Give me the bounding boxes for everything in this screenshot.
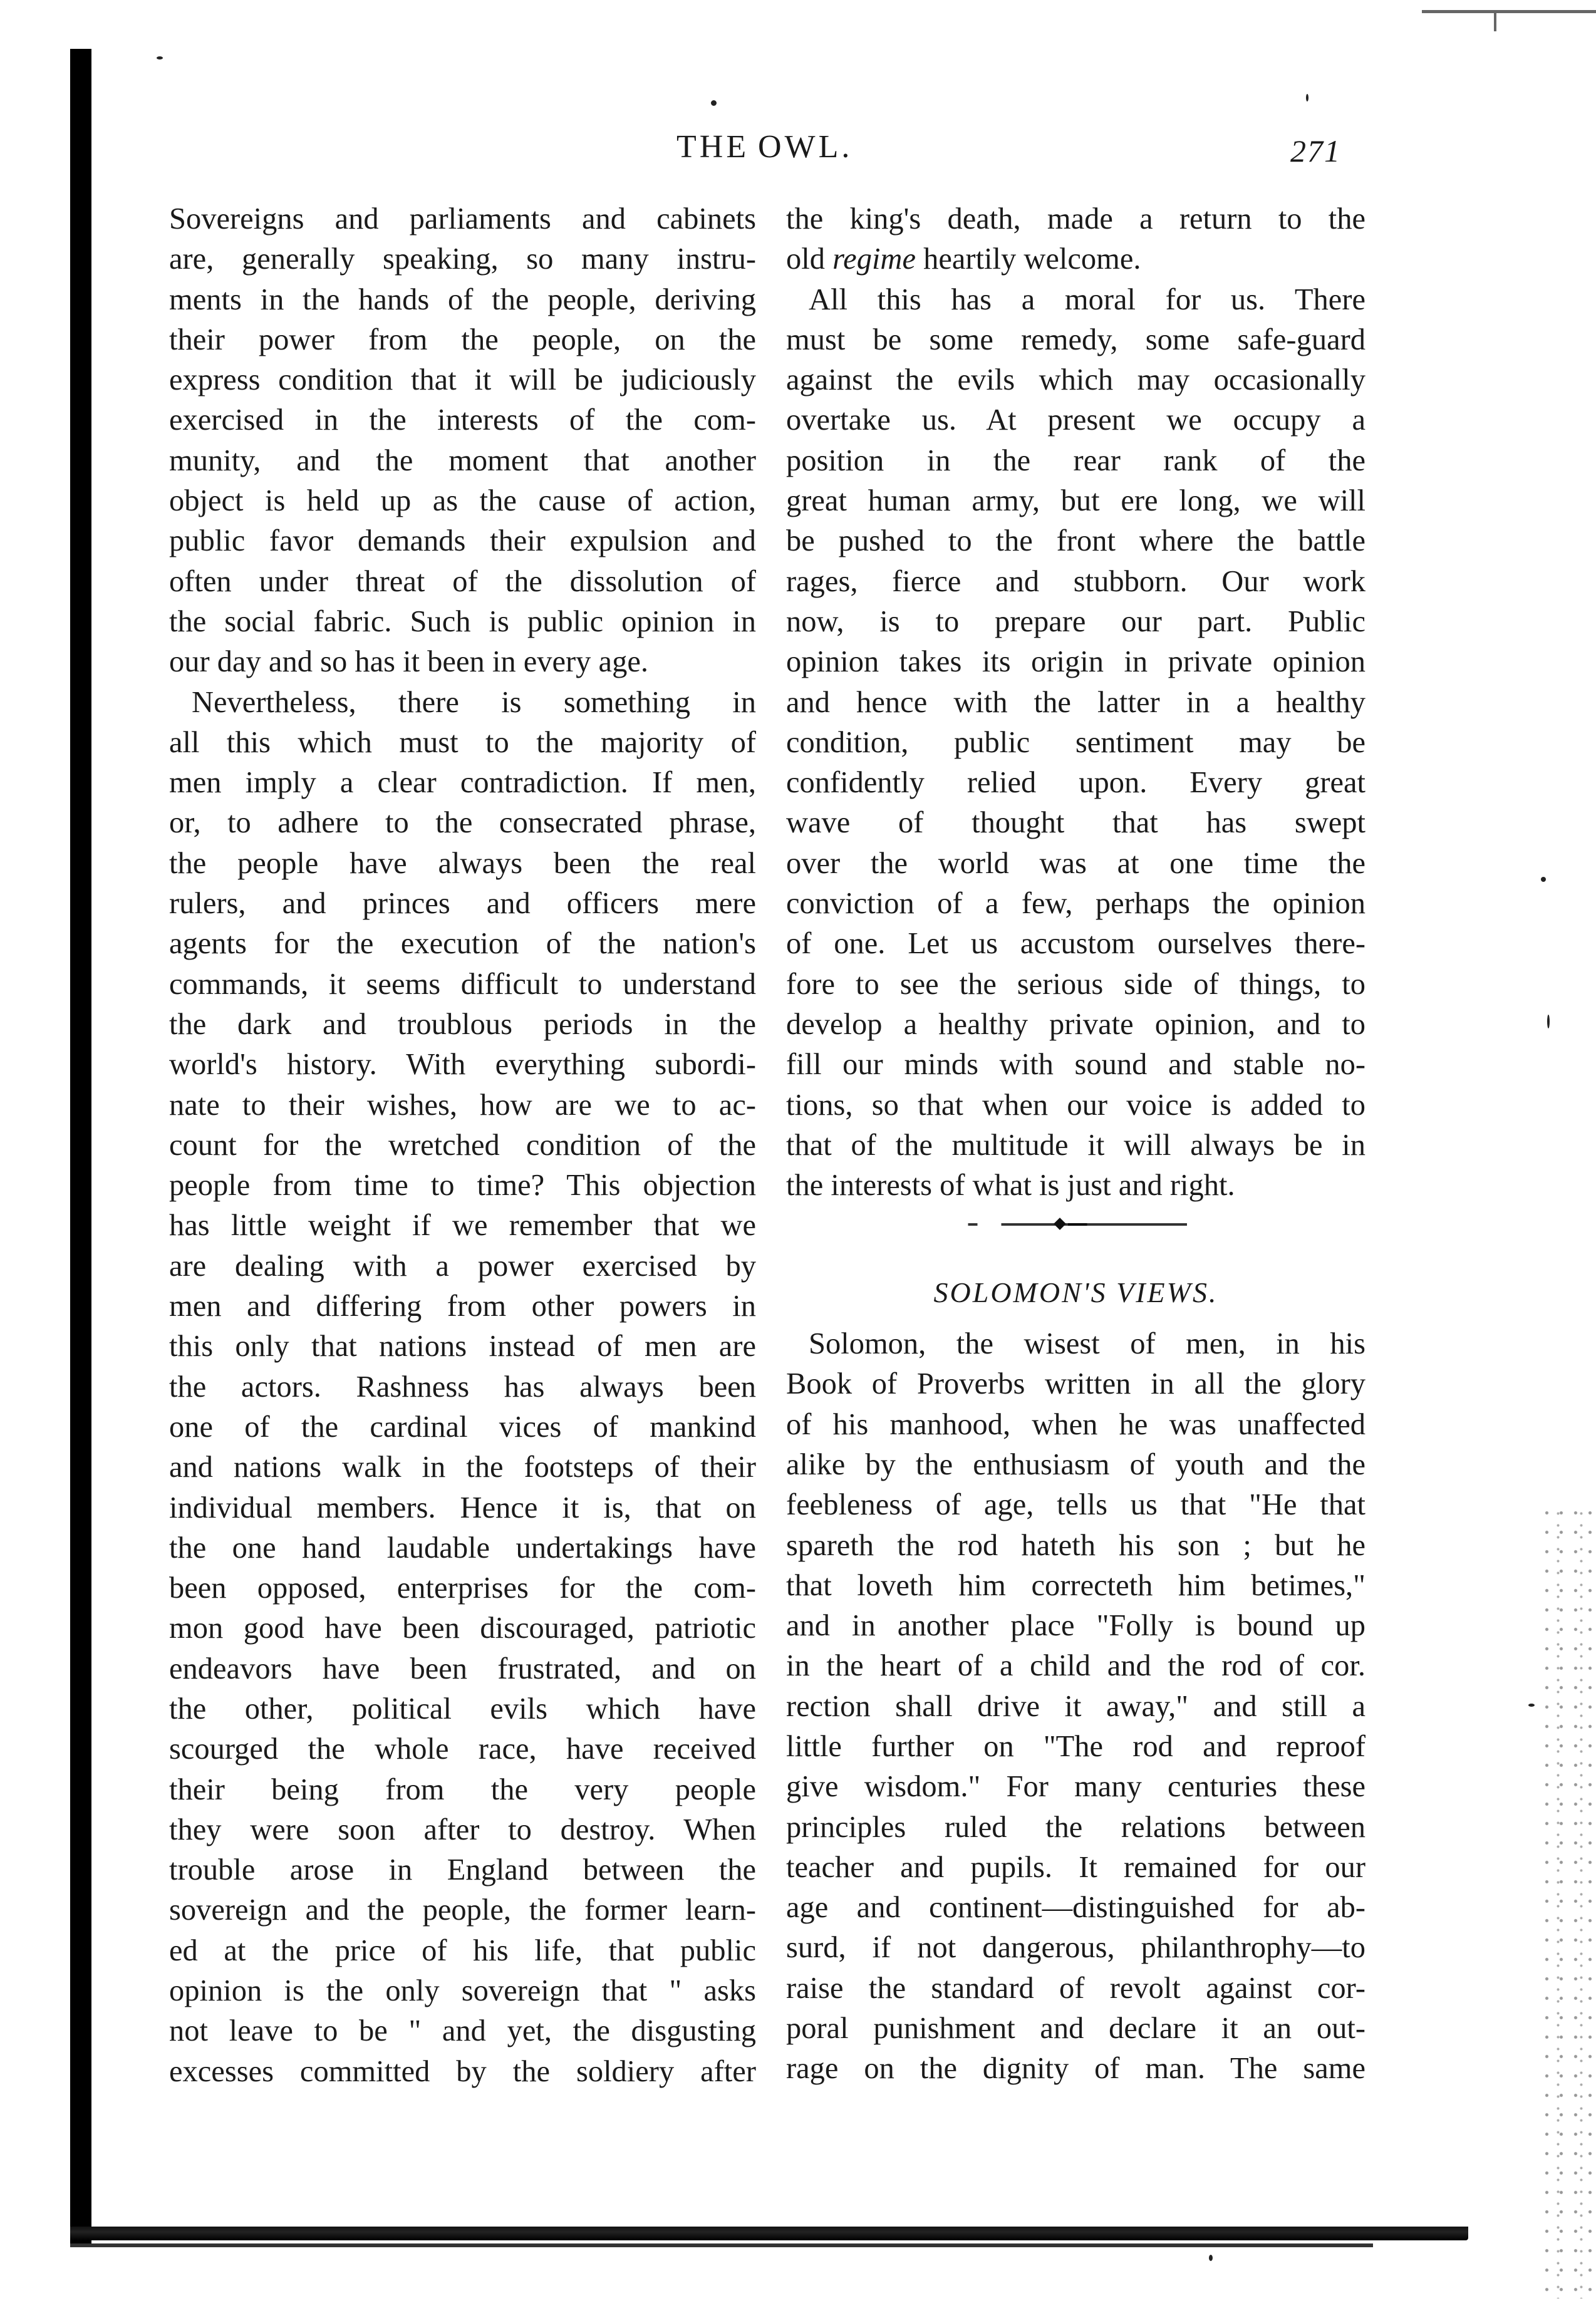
text-line: exercised in the interests of the com- (169, 403, 756, 437)
text-line: Nevertheless, there is something in (192, 685, 756, 719)
text-line: that of the multitude it will always be in (786, 1128, 1365, 1162)
text-line: excesses committed by the soldiery after (169, 2054, 756, 2088)
text-line: teacher and pupils. It remained for our (786, 1850, 1365, 1884)
text-line: condition, public sentiment may be (786, 725, 1365, 759)
text-line: age and continent—distinguished for ab- (786, 1891, 1365, 1925)
text-line: must be some remedy, some safe-guard (786, 323, 1365, 356)
text-line: in the heart of a child and the rod of cor. (786, 1649, 1365, 1683)
text-line: often under threat of the dissolution of (169, 564, 756, 598)
text-line: develop a healthy private opinion, and to (786, 1007, 1365, 1041)
text-line: alike by the enthusiasm of youth and the (786, 1447, 1365, 1481)
text-line: has little weight if we remember that we (169, 1209, 756, 1243)
text-line: the one hand laudable undertakings have (169, 1531, 756, 1565)
text-line: Book of Proverbs written in all the glory (786, 1367, 1365, 1401)
section-title: SOLOMON'S VIEWS. (933, 1276, 1218, 1308)
section-separator-ornament (786, 1206, 1365, 1246)
text-line: express condition that it will be judiciously (169, 363, 756, 397)
text-line: scourged the whole race, have received (169, 1732, 756, 1766)
text-line: our day and so has it been in every age. (169, 645, 648, 679)
text-line: rage on the dignity of man. The same (786, 2052, 1365, 2086)
scan-speck (711, 100, 717, 106)
text-line: people from time to time? This objection (169, 1169, 756, 1203)
text-line: world's history. With everything subordi- (169, 1048, 756, 1082)
text-segment: old (786, 242, 833, 276)
text-line: been opposed, enterprises for the com- (169, 1571, 756, 1605)
text-line: their power from the people, on the (169, 323, 756, 356)
text-line: rection shall drive it away," and still a (786, 1689, 1365, 1723)
text-line: conviction of a few, perhaps the opinion (786, 887, 1365, 921)
text-line: opinion is the only sovereign that " asks (169, 1974, 756, 2008)
text-line: ments in the hands of the people, deriving (169, 282, 756, 316)
text-line: raise the standard of revolt against cor- (786, 1971, 1365, 2005)
scan-bottom-edge (70, 2227, 1468, 2240)
text-line: munity, and the moment that another (169, 443, 756, 477)
scan-speck (1547, 1015, 1550, 1028)
left-column (169, 199, 756, 2092)
scan-speck (1209, 2255, 1213, 2261)
text-line: overtake us. At present we occupy a (786, 403, 1365, 437)
ornament-diamond (1054, 1218, 1066, 1231)
text-line: individual members. Hence it is, that on (169, 1491, 756, 1524)
text-line: and hence with the latter in a healthy (786, 685, 1365, 719)
text-line: now, is to prepare our part. Public (786, 604, 1365, 638)
text-line: mon good have been discouraged, patriotic (169, 1612, 756, 1645)
text-line: of one. Let us accustom ourselves there- (786, 927, 1365, 961)
text-line: the dark and troublous periods in the (169, 1007, 756, 1041)
scan-top-right-mark (1422, 10, 1596, 13)
text-line: commands, it seems difficult to understand (169, 967, 756, 1001)
text-line: count for the wretched condition of the (169, 1128, 756, 1162)
text-line: opinion takes its origin in private opinion (786, 645, 1365, 679)
text-line: they were soon after to destroy. When (169, 1813, 756, 1846)
text-line: trouble arose in England between the (169, 1853, 756, 1887)
text-line: wave of thought that has swept (786, 806, 1365, 840)
text-line: Solomon, the wisest of men, in his (809, 1327, 1365, 1361)
text-line: all this which must to the majority of (169, 725, 756, 759)
text-line: one of the cardinal vices of mankind (169, 1410, 756, 1444)
text-line: Sovereigns and parliaments and cabinets (169, 202, 756, 235)
text-segment: heartily welcome. (916, 242, 1141, 276)
scan-speck (157, 56, 163, 60)
text-line: surd, if not dangerous, philanthrophy—to (786, 1931, 1365, 1965)
text-line: their being from the very people (169, 1772, 756, 1806)
text-line: spareth the rod hateth his son ; but he (786, 1528, 1365, 1562)
header-owl: OWL. (758, 129, 853, 165)
scan-speck (1541, 877, 1546, 882)
text-line: endeavors have been frustrated, and on (169, 1652, 756, 1685)
right-column (786, 199, 1365, 2089)
scan-binding-edge (70, 49, 91, 2247)
text-line: the king's death, made a return to the (786, 202, 1365, 235)
scan-speck (1306, 94, 1308, 101)
text-line: object is held up as the cause of action, (169, 484, 756, 518)
text-line: are dealing with a power exercised by (169, 1249, 756, 1283)
text-line: principles ruled the relations between (786, 1810, 1365, 1844)
text-line: that loveth him correcteth him betimes," (786, 1568, 1365, 1602)
text-line: great human army, but ere long, we will (786, 484, 1365, 518)
scan-speck (1528, 1704, 1535, 1707)
scan-bottom-edge-shadow (70, 2243, 1373, 2247)
text-line: the social fabric. Such is public opinion in (169, 604, 756, 638)
text-line: confidently relied upon. Every great (786, 766, 1365, 800)
text-line: the actors. Rashness has always been (169, 1370, 756, 1404)
scan-right-margin-noise (1540, 1503, 1596, 2299)
text-line: little further on "The rod and reproof (786, 1729, 1365, 1763)
text-line: are, generally speaking, so many instru- (169, 242, 756, 276)
text-line: and nations walk in the footsteps of their (169, 1451, 756, 1484)
text-line: the people have always been the real (169, 846, 756, 880)
text-line: of his manhood, when he was unaffected (786, 1407, 1365, 1441)
ornament-rule (949, 1223, 1187, 1226)
text-line: rulers, and princes and officers mere (169, 887, 756, 921)
text-line: position in the rear rank of the (786, 443, 1365, 477)
scan-top-right-tick (1494, 10, 1496, 31)
text-line: rages, fierce and stubborn. Our work (786, 564, 1365, 598)
text-line: this only that nations instead of men are (169, 1330, 756, 1363)
text-line: agents for the execution of the nation's (169, 927, 756, 961)
text-line: ed at the price of his life, that public (169, 1933, 756, 1967)
text-line: be pushed to the front where the battle (786, 524, 1365, 558)
text-line: tions, so that when our voice is added to (786, 1088, 1365, 1122)
text-line: over the world was at one time the (786, 846, 1365, 880)
text-line: fill our minds with sound and stable no- (786, 1048, 1365, 1082)
text-line: give wisdom." For many centuries these (786, 1770, 1365, 1804)
text-line: feebleness of age, tells us that "He that (786, 1488, 1365, 1522)
page-number: 271 (1290, 133, 1341, 168)
text-line: and in another place "Folly is bound up (786, 1609, 1365, 1643)
text-line: All this has a moral for us. There (809, 282, 1365, 316)
text-line (786, 239, 1365, 279)
text-line: or, to adhere to the consecrated phrase, (169, 806, 756, 840)
text-line: the other, political evils which have (169, 1692, 756, 1726)
text-line: fore to see the serious side of things, to (786, 967, 1365, 1001)
text-line: the interests of what is just and right. (786, 1169, 1235, 1203)
text-line: men imply a clear contradiction. If men, (169, 766, 756, 800)
text-line: against the evils which may occasionally (786, 363, 1365, 397)
text-line: not leave to be " and yet, the disgusting (169, 2014, 756, 2048)
header-the: THE (676, 129, 750, 165)
text-line: nate to their wishes, how are we to ac- (169, 1088, 756, 1122)
text-line: public favor demands their expulsion and (169, 524, 756, 558)
text-line: poral punishment and declare it an out- (786, 2012, 1365, 2046)
italic-word: regime (832, 242, 916, 276)
text-line: men and differing from other powers in (169, 1290, 756, 1323)
text-line: sovereign and the people, the former learn- (169, 1893, 756, 1927)
